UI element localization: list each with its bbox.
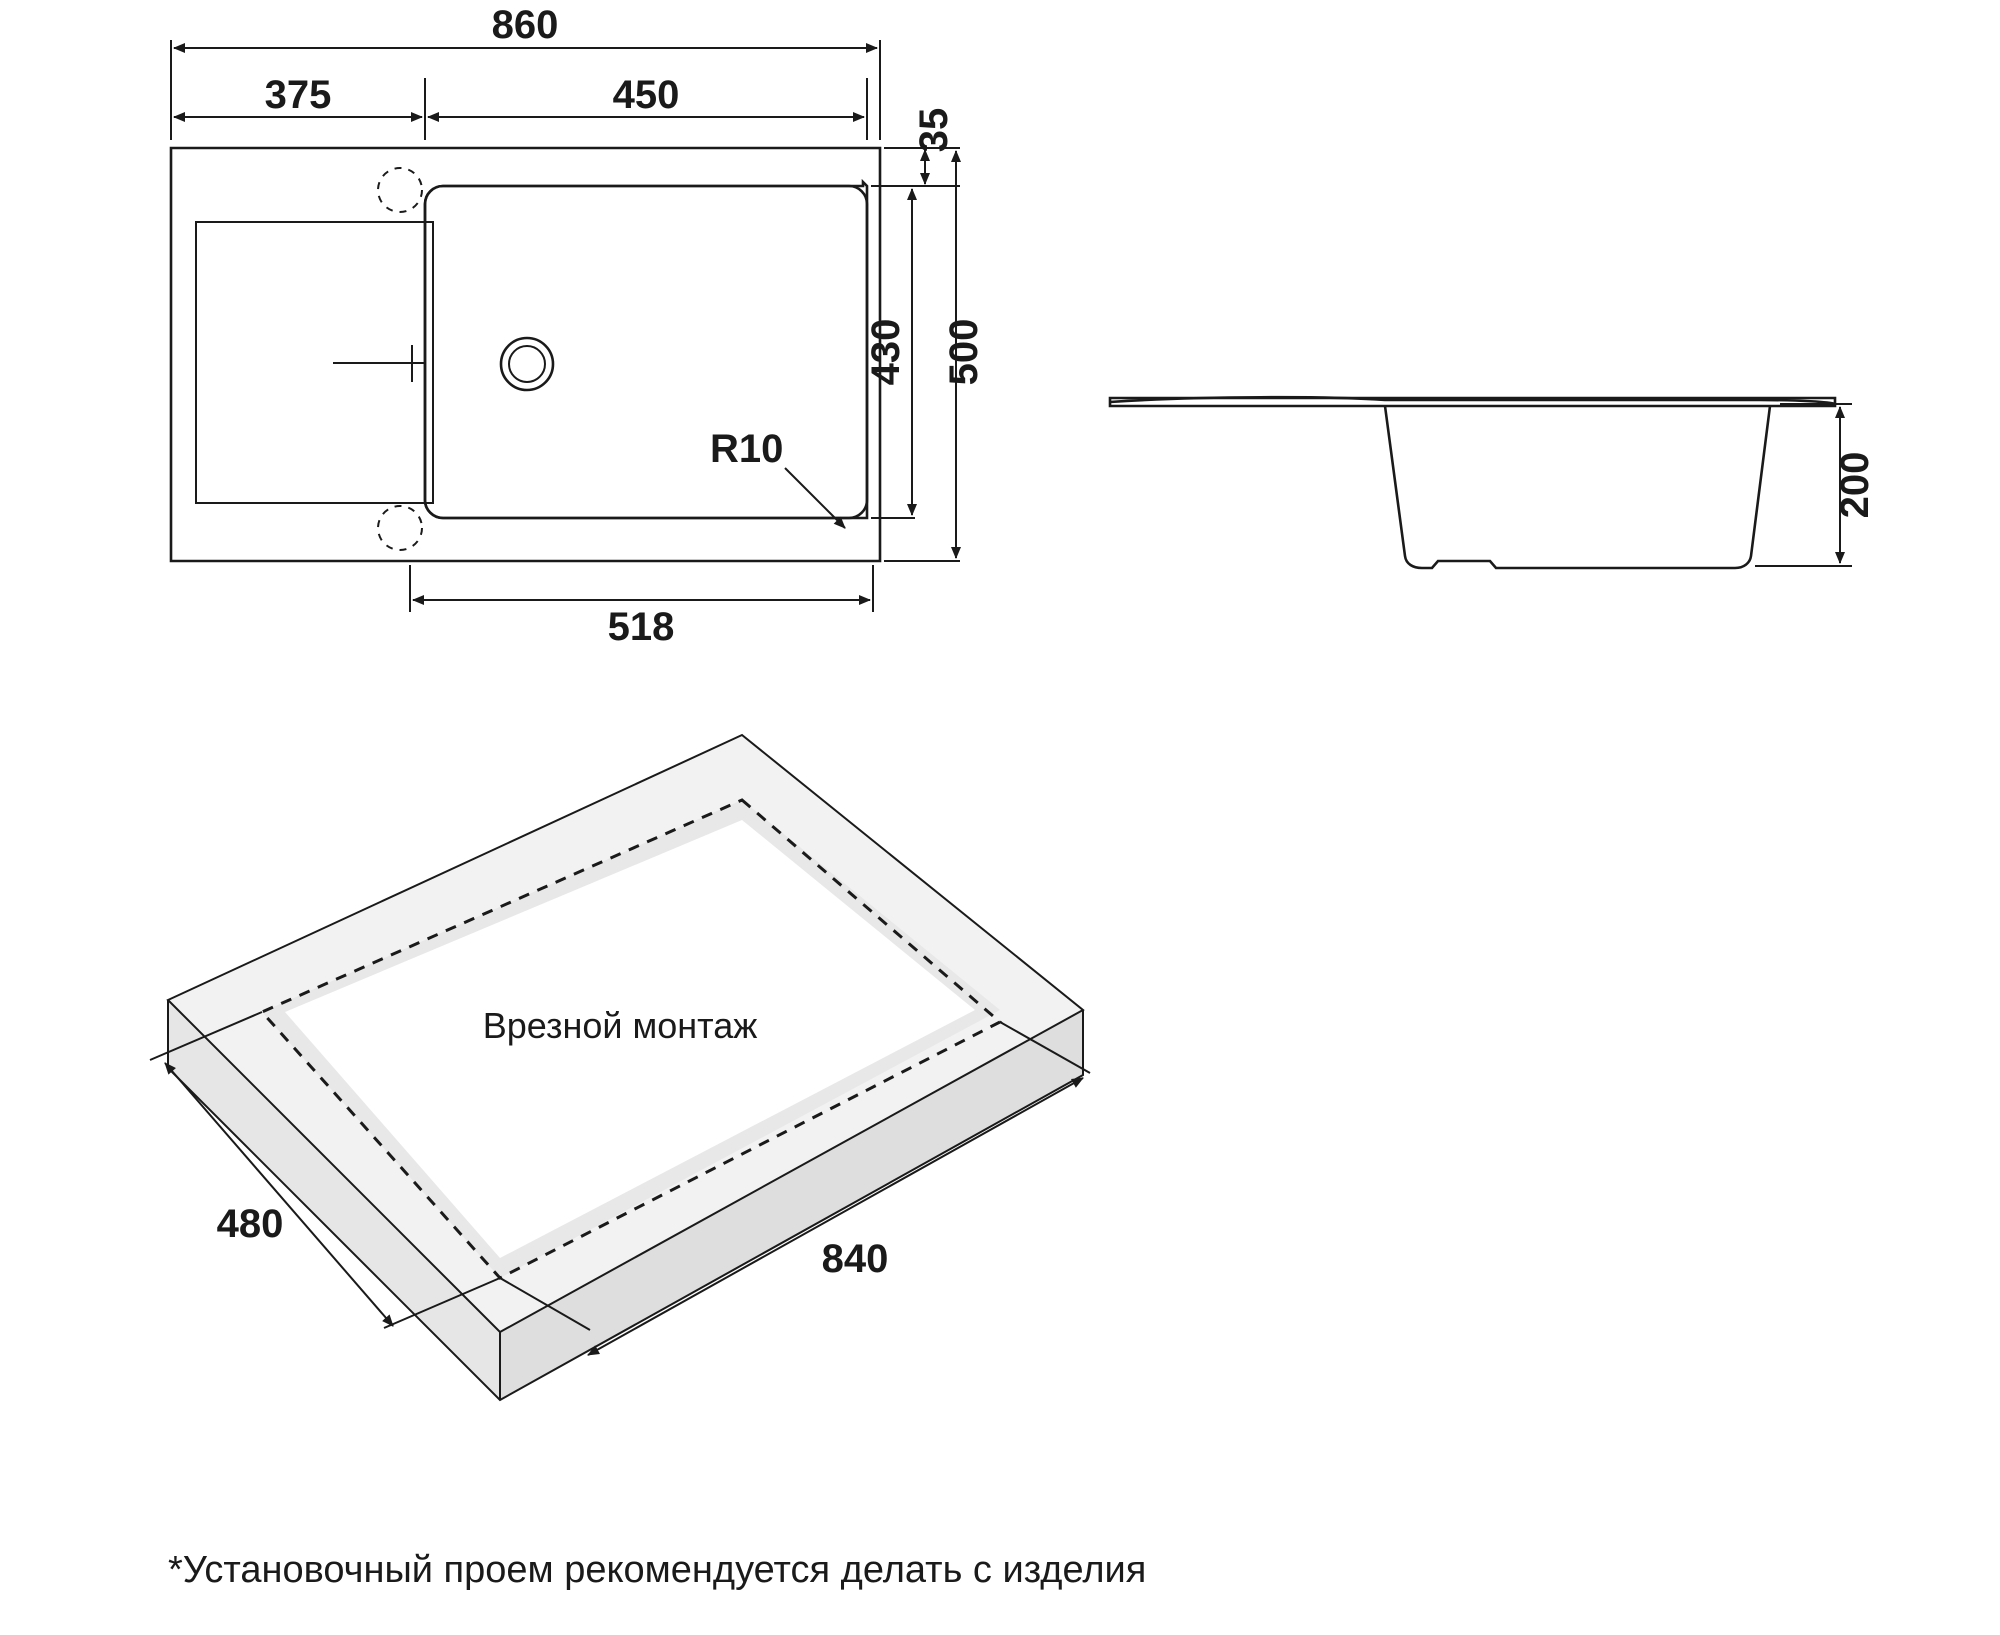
mount-view xyxy=(150,735,1090,1400)
sink-bowl xyxy=(425,182,867,518)
dim-label-500: 500 xyxy=(942,318,986,386)
section-view xyxy=(1110,397,1877,568)
drain-hole-inner-icon xyxy=(509,346,545,382)
dim-label-518: 518 xyxy=(607,605,675,649)
section-bowl-profile xyxy=(1385,406,1770,568)
dim-label-430: 430 xyxy=(864,318,908,386)
dim-label-450: 450 xyxy=(612,73,680,117)
radius-callout-label: R10 xyxy=(710,427,784,471)
dim-label-200: 200 xyxy=(1833,451,1877,519)
tap-hole-bottom-icon xyxy=(378,506,422,550)
tap-hole-top-icon xyxy=(378,168,422,212)
dim-label-860: 860 xyxy=(491,3,559,47)
mount-type-label: Врезной монтаж xyxy=(482,1005,758,1046)
sink-bowl-rect xyxy=(425,186,867,518)
dim-label-375: 375 xyxy=(264,73,332,117)
top-view xyxy=(171,3,986,649)
footnote-text: *Установочный проем рекомендуется делать с изделия xyxy=(168,1549,1147,1591)
dim-label-840: 840 xyxy=(821,1237,889,1281)
sink-outline xyxy=(171,148,880,561)
dim-label-35: 35 xyxy=(912,107,956,153)
dim-label-480: 480 xyxy=(216,1202,284,1246)
